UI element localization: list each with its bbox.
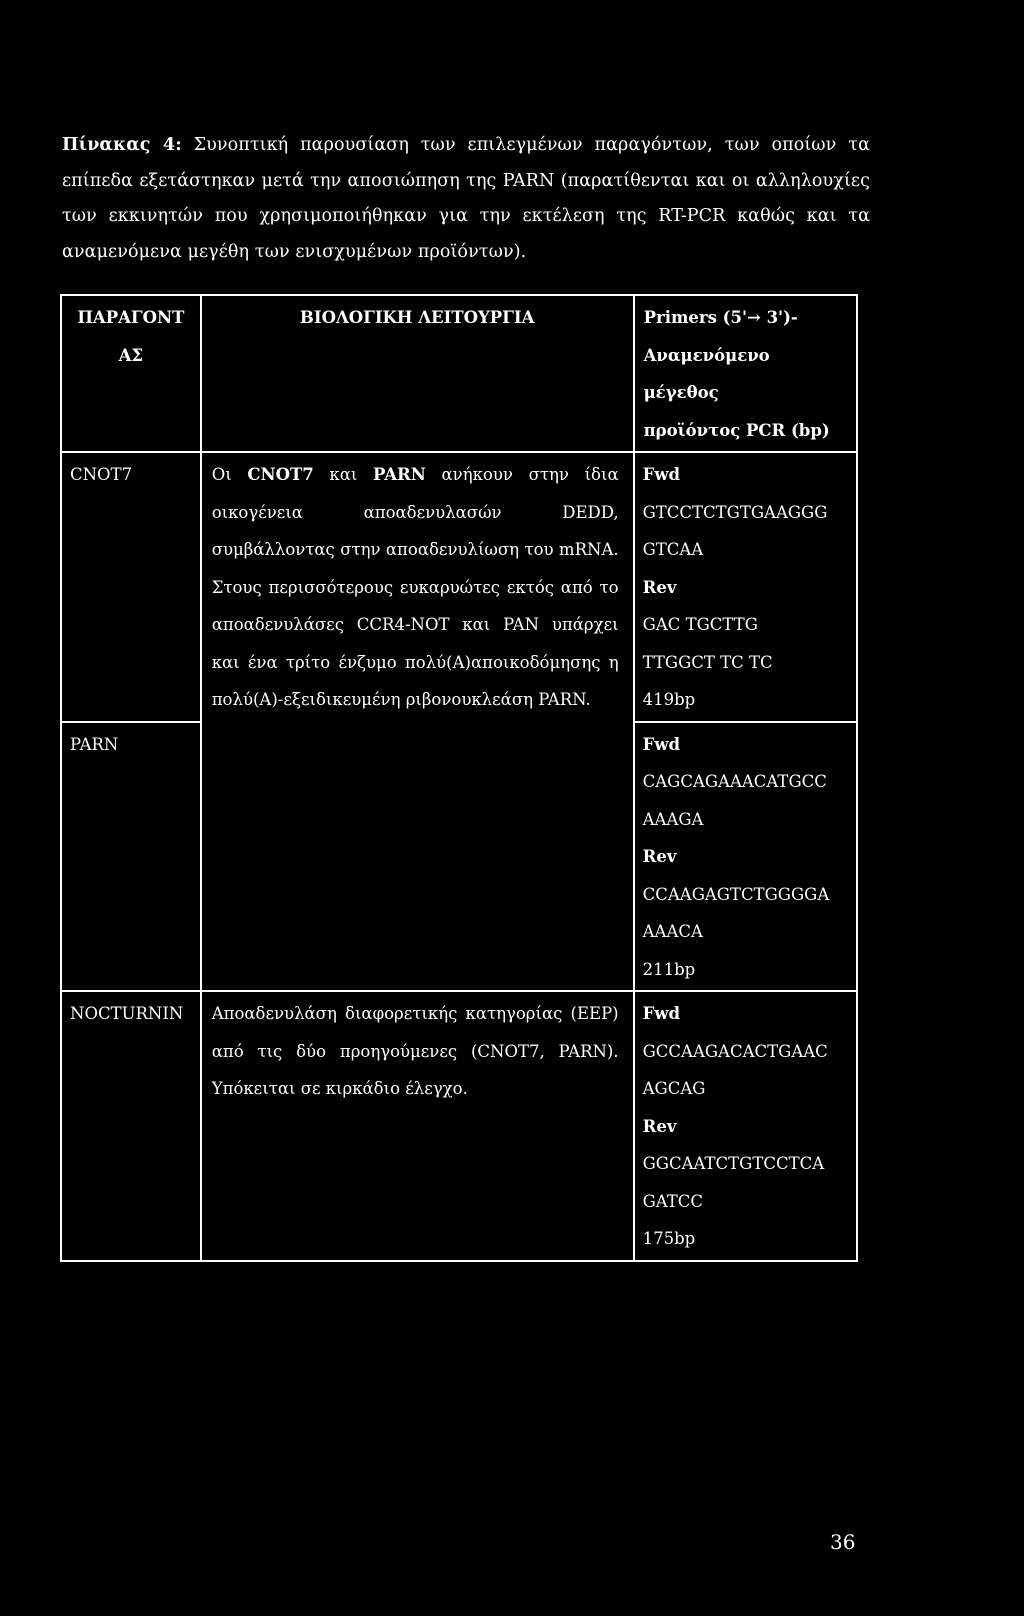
header-function: ΒΙΟΛΟΓΙΚΗ ΛΕΙΤΟΥΡΓΙΑ xyxy=(299,308,535,327)
function-cell-cnot7-parn xyxy=(201,452,634,991)
factor-cell-cnot7 xyxy=(61,452,201,722)
header-factor-line-1: ΠΑΡΑΓΟΝΤ xyxy=(77,308,185,327)
factor-cell-nocturnin xyxy=(61,991,201,1261)
table-caption xyxy=(62,128,870,270)
primers-cell-cnot7 xyxy=(634,452,857,722)
header-primers-line-3: προϊόντος PCR (bp) xyxy=(643,420,830,440)
primers-cell-parn xyxy=(634,722,857,992)
rev-sequence-line-2: GATCC xyxy=(642,1191,704,1211)
product-size: 211bp xyxy=(642,959,696,979)
rev-label: Rev xyxy=(642,847,677,866)
function-text-nocturnin: Αποαδενυλάση διαφορετικής κατηγορίας (EEP) από τις δύο προηγούμενες (CNOT7, PARN). Υπόκειται σε κιρκάδιο έλεγχο. xyxy=(211,1004,619,1098)
primers-cell-nocturnin xyxy=(634,991,857,1261)
function-text-cnot7-parn xyxy=(212,456,619,719)
rev-sequence-line-1: GAC TGCTTG xyxy=(642,615,758,634)
function-text-parn: PARN xyxy=(373,465,426,484)
header-factor-cell xyxy=(61,295,201,452)
fwd-sequence-line-2: AGCAG xyxy=(642,1079,706,1098)
table-header-row xyxy=(61,295,857,452)
table-row-nocturnin xyxy=(61,991,857,1261)
fwd-sequence-line-1: CAGCAGAAACATGCC xyxy=(642,772,827,791)
header-primers-line-1: Primers (5'→ 3')- xyxy=(643,308,798,327)
factor-name: CNOT7 xyxy=(70,465,133,484)
fwd-sequence-line-1: GCCAAGACACTGAAC xyxy=(642,1041,828,1061)
product-size: 175bp xyxy=(642,1229,696,1248)
rev-sequence-line-2: TTGGCT TC TC xyxy=(642,652,773,672)
function-text-cnot7: CNOT7 xyxy=(247,465,314,484)
product-size: 419bp xyxy=(642,690,696,709)
fwd-label: Fwd xyxy=(642,465,681,484)
function-text-pre: Οι xyxy=(211,465,248,484)
header-primers-line-2: Αναμενόμενο μέγεθος xyxy=(643,345,770,402)
factor-name: NOCTURNIN xyxy=(70,1004,184,1023)
rev-label: Rev xyxy=(642,577,677,597)
factor-name: PARN xyxy=(70,734,119,754)
rev-label: Rev xyxy=(642,1116,677,1136)
page-number: 36 xyxy=(830,1530,856,1554)
fwd-sequence-line-2: GTCAA xyxy=(642,540,704,559)
header-factor-line-2: ΑΣ xyxy=(118,345,144,365)
fwd-sequence-line-1: GTCCTCTGTGAAGGG xyxy=(642,502,828,522)
rev-sequence-line-2: AAACA xyxy=(642,922,703,941)
factor-cell-parn xyxy=(61,722,201,992)
factors-table xyxy=(60,294,858,1262)
table-row-cnot7 xyxy=(61,452,857,722)
fwd-label: Fwd xyxy=(642,734,681,754)
header-primers-cell xyxy=(634,295,857,452)
caption-label: Πίνακας 4: xyxy=(62,135,182,155)
rev-sequence-line-1: CCAAGAGTCTGGGGA xyxy=(642,884,830,904)
function-text-post: ανήκουν στην ίδια οικογένεια αποαδενυλασών DEDD, συμβάλλοντας στην αποαδενυλίωση του mRNA. Στους περισσότερους ευκαρυώτες εκτός από το αποαδενυλάσες CCR4-NOT και PAN υπάρχει και ένα τρίτο ένζυμο πολύ(Α)αποικοδόμησης η πολύ(Α)-εξειδικευμένη ριβονουκλεάση PARN. xyxy=(211,465,619,709)
function-text-mid: και xyxy=(313,465,374,484)
caption-text: Συνοπτική παρουσίαση των επιλεγμένων παραγόντων, των οποίων τα επίπεδα εξετάστηκαν μετά την αποσιώπηση της PARN (παρατίθενται και οι αλληλουχίες των εκκινητών που χρησιμοποιήθηκαν για την εκτέλεση της RT-PCR καθώς και τα αναμενόμενα μεγέθη των ενισχυμένων προϊόντων). xyxy=(62,135,870,262)
fwd-label: Fwd xyxy=(642,1004,681,1023)
rev-sequence-line-1: GGCAATCTGTCCTCA xyxy=(642,1154,825,1173)
function-cell-nocturnin xyxy=(201,991,634,1261)
fwd-sequence-line-2: AAAGA xyxy=(642,809,704,829)
header-function-cell xyxy=(201,295,634,452)
